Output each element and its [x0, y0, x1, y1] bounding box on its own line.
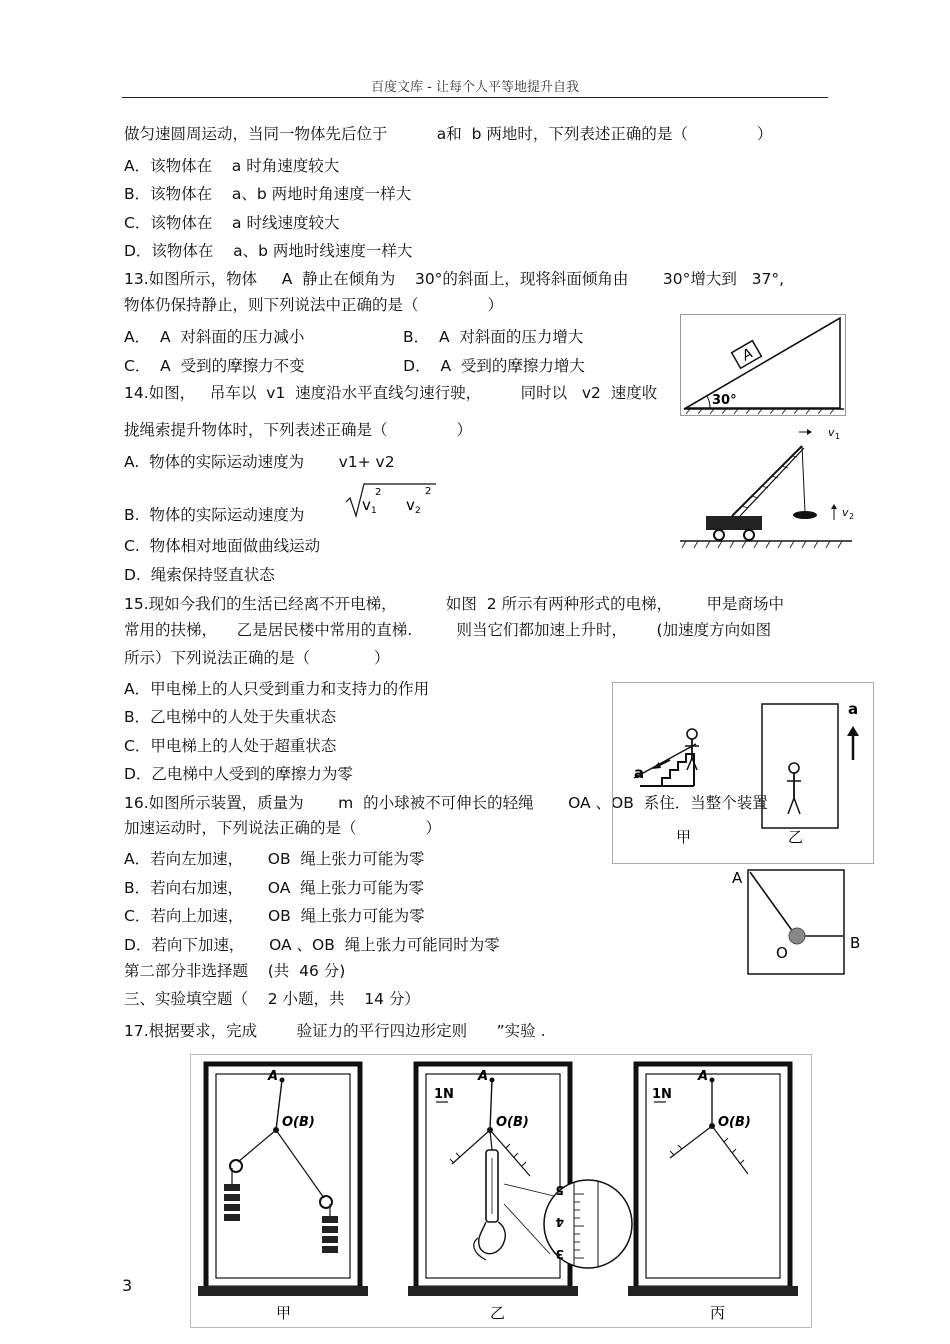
q14-option-c: C. 物体相对地面做曲线运动	[124, 537, 321, 555]
q15-option-a: A．甲电梯上的人只受到重力和支持力的作用	[124, 680, 430, 698]
q16-option-c: C．若向上加速， OB 绳上张力可能为零	[124, 907, 425, 925]
svg-text:甲: 甲	[676, 828, 692, 846]
svg-text:v: v	[842, 506, 849, 519]
q14-stem-line1: 14.如图， 吊车以 v1 速度沿水平直线匀速行驶， 同时以 v2 速度收	[124, 384, 658, 402]
svg-text:v: v	[362, 496, 371, 514]
svg-text:A: A	[698, 1069, 709, 1084]
svg-text:O(B): O(B)	[282, 1115, 315, 1130]
svg-text:a: a	[634, 764, 645, 782]
q14-option-d: D. 绳索保持竖直状态	[124, 566, 275, 584]
svg-text:A: A	[478, 1069, 489, 1084]
svg-text:v: v	[828, 426, 835, 439]
crane-figure	[676, 424, 856, 556]
q16-option-a: A．若向左加速， OB 绳上张力可能为零	[124, 850, 425, 868]
elevator-figure	[612, 682, 874, 864]
q14-stem-line2: 拢绳索提升物体时，下列表述正确是（ ）	[124, 421, 472, 439]
q15-option-c: C．甲电梯上的人处于超重状态	[124, 737, 337, 755]
page-number: 3	[122, 1276, 133, 1295]
q12-option-d: D．该物体在 a、b 两地时线速度一样大	[124, 242, 413, 260]
svg-text:v: v	[406, 496, 415, 514]
svg-text:2: 2	[375, 487, 382, 498]
svg-text:A: A	[268, 1069, 279, 1084]
svg-text:1N: 1N	[652, 1087, 672, 1102]
svg-text:2: 2	[425, 486, 432, 497]
q12-stem-line: 做匀速圆周运动，当同一物体先后位于 a和 b 两地时，下列表述正确的是（ ）	[124, 125, 773, 143]
svg-text:5: 5	[555, 1183, 564, 1197]
svg-text:4: 4	[555, 1215, 564, 1229]
q13-stem-line2: 物体仍保持静止，则下列说法中正确的是（ ）	[124, 296, 503, 314]
svg-text:O(B): O(B)	[718, 1115, 751, 1130]
q15-stem-line3: 所示）下列说法正确的是（ ）	[124, 649, 390, 667]
svg-text:2: 2	[415, 506, 421, 516]
svg-text:O(B): O(B)	[496, 1115, 529, 1130]
q12-option-c: C．该物体在 a 时线速度较大	[124, 214, 340, 232]
sqrt-formula	[340, 480, 440, 522]
svg-text:1N: 1N	[434, 1087, 454, 1102]
q14-option-a: A. 物体的实际运动速度为 v1+ v2	[124, 453, 395, 471]
svg-text:乙: 乙	[490, 1304, 506, 1322]
ball-strings-figure	[728, 866, 868, 978]
svg-text:2: 2	[849, 512, 855, 521]
svg-text:O: O	[776, 944, 788, 962]
q16-stem-line1: 16.如图所示装置，质量为 m 的小球被不可伸长的轻绳 OA 、OB 系住．当整个装置	[124, 794, 768, 812]
svg-text:乙: 乙	[788, 828, 804, 846]
svg-text:30°: 30°	[712, 393, 737, 408]
svg-text:a: a	[848, 700, 859, 718]
q14-option-b: B. 物体的实际运动速度为	[124, 506, 305, 524]
q15-option-b: B．乙电梯中的人处于失重状态	[124, 708, 337, 726]
incline-figure	[680, 314, 846, 416]
q15-option-d: D．乙电梯中人受到的摩擦力为零	[124, 765, 353, 783]
q13-stem-line1: 13.如图所示，物体 A 静止在倾角为 30°的斜面上，现将斜面倾角由 30°增大到 37°,	[124, 270, 785, 288]
board-bing	[628, 1064, 798, 1322]
q16-option-b: B．若向右加速， OA 绳上张力可能为零	[124, 879, 425, 897]
q13-options-ab: A． A 对斜面的压力减小 B． A 对斜面的压力增大	[124, 328, 584, 346]
board-yi	[408, 1064, 632, 1322]
header-rule	[122, 97, 828, 98]
section-2-title: 第二部分非选择题 (共 46 分)	[124, 962, 346, 980]
svg-text:A: A	[739, 345, 756, 365]
svg-text:1: 1	[835, 432, 841, 441]
svg-text:1: 1	[371, 506, 377, 516]
q13-options-cd: C． A 受到的摩擦力不变 D． A 受到的摩擦力增大	[124, 357, 585, 375]
q17-stem: 17.根据要求，完成 验证力的平行四边形定则 ”实验 .	[124, 1022, 546, 1040]
svg-text:丙: 丙	[710, 1304, 726, 1322]
force-experiment-figure	[190, 1054, 812, 1328]
page-header: 百度文库 - 让每个人平等地提升自我	[371, 80, 579, 95]
q16-option-d: D．若向下加速， OA 、OB 绳上张力可能同时为零	[124, 936, 500, 954]
q12-option-b: B．该物体在 a、b 两地时角速度一样大	[124, 185, 412, 203]
svg-text:A: A	[732, 869, 743, 887]
q16-stem-line2: 加速运动时，下列说法正确的是（ ）	[124, 819, 441, 837]
q15-stem-line2: 常用的扶梯， 乙是居民楼中常用的直梯. 则当它们都加速上升时， (加速度方向如图	[124, 621, 772, 639]
svg-text:B: B	[850, 934, 861, 952]
q15-stem-line1: 15.现如今我们的生活已经离不开电梯， 如图 2 所示有两种形式的电梯， 甲是商场中	[124, 595, 785, 613]
board-jia	[198, 1064, 368, 1322]
q12-option-a: A．该物体在 a 时角速度较大	[124, 157, 340, 175]
svg-text:3: 3	[555, 1247, 564, 1261]
section-3-title: 三、实验填空题（ 2 小题，共 14 分）	[124, 990, 420, 1008]
svg-text:甲: 甲	[276, 1304, 292, 1322]
